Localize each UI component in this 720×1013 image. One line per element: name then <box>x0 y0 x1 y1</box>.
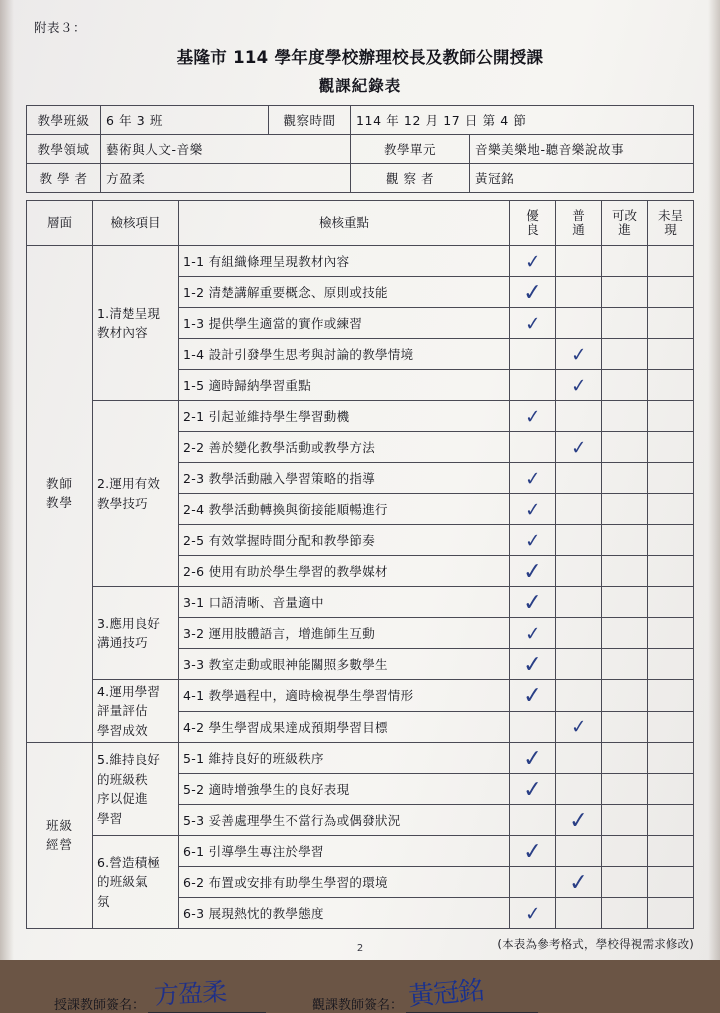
checkpoint-cell: 2-5 有效掌握時間分配和教學節奏 <box>179 525 510 556</box>
rating-cell-excellent[interactable] <box>510 711 556 743</box>
rating-cell-excellent[interactable] <box>510 898 556 929</box>
rating-cell-improve[interactable] <box>602 556 648 587</box>
rating-cell-improve[interactable] <box>602 774 648 805</box>
checkpoint-cell: 5-1 維持良好的班級秩序 <box>179 743 510 774</box>
checkpoint-cell: 2-3 教學活動融入學習策略的指導 <box>179 463 510 494</box>
item-line: 6.營造積極 <box>97 855 161 871</box>
rating-cell-average[interactable] <box>556 711 602 743</box>
item-line: 3.應用良好 <box>97 615 161 631</box>
check-icon: ✓ <box>569 715 588 739</box>
rating-cell-improve[interactable] <box>602 246 648 277</box>
rating-cell-excellent[interactable] <box>510 680 556 712</box>
rating-cell-average[interactable] <box>556 525 602 556</box>
check-icon: ✓ <box>569 373 588 398</box>
rating-cell-improve[interactable] <box>602 308 648 339</box>
col-header-not-shown <box>648 201 694 246</box>
rating-cell-not-shown[interactable] <box>648 339 694 370</box>
rating-cell-improve[interactable] <box>602 494 648 525</box>
rating-cell-excellent[interactable] <box>510 836 556 867</box>
item-line: 的班級秩 <box>97 771 148 787</box>
item-line: 5.維持良好 <box>97 752 161 768</box>
rating-cell-excellent[interactable] <box>510 494 556 525</box>
item-line: 溝通技巧 <box>97 635 148 650</box>
rating-cell-not-shown[interactable] <box>648 308 694 339</box>
rating-cell-not-shown[interactable] <box>648 525 694 556</box>
rating-cell-improve[interactable] <box>602 743 648 774</box>
teacher-value: 方盈柔 <box>101 164 351 193</box>
teacher-label: 教 學 者 <box>27 164 101 193</box>
domain-value: 藝術與人文-音樂 <box>101 135 351 164</box>
rating-cell-not-shown[interactable] <box>648 774 694 805</box>
unit-label: 教學單元 <box>351 135 470 164</box>
rating-cell-improve[interactable] <box>602 432 648 463</box>
rating-cell-improve[interactable] <box>602 836 648 867</box>
checkpoint-cell: 1-5 適時歸納學習重點 <box>179 370 510 401</box>
item-cell <box>93 246 179 401</box>
col-header-aspect: 層面 <box>27 201 93 246</box>
domain-label: 教學領域 <box>27 135 101 164</box>
aspect-cell <box>27 246 93 743</box>
rating-cell-average[interactable] <box>556 774 602 805</box>
check-icon: ✓ <box>569 342 588 367</box>
rating-cell-improve[interactable] <box>602 805 648 836</box>
rating-cell-excellent[interactable] <box>510 743 556 774</box>
col-header-excellent-l2: 良 <box>526 222 539 237</box>
item-cell <box>93 680 179 743</box>
checkpoint-cell: 4-2 學生學習成果達成預期學習目標 <box>179 711 510 743</box>
rating-cell-not-shown[interactable] <box>648 556 694 587</box>
rating-cell-improve[interactable] <box>602 587 648 618</box>
checkpoint-cell: 2-1 引起並維持學生學習動機 <box>179 401 510 432</box>
checkpoint-cell: 1-1 有組織條理呈現教材內容 <box>179 246 510 277</box>
aspect-line: 教學 <box>45 495 73 511</box>
item-line: 學習成效 <box>97 722 148 738</box>
rating-cell-not-shown[interactable] <box>648 463 694 494</box>
rating-cell-improve[interactable] <box>602 867 648 898</box>
page-number: 2 <box>356 943 364 954</box>
col-header-average-l1: 普 <box>572 208 585 224</box>
check-icon: ✓ <box>569 435 588 460</box>
rating-cell-average[interactable] <box>556 277 602 308</box>
rating-cell-average[interactable] <box>556 836 602 867</box>
rating-cell-excellent[interactable] <box>510 649 556 680</box>
rating-cell-improve[interactable] <box>602 463 648 494</box>
rating-cell-not-shown[interactable] <box>648 432 694 463</box>
item-line: 教學技巧 <box>97 495 148 511</box>
check-icon: ✓ <box>521 650 543 679</box>
col-header-improve-l2: 進 <box>618 222 631 237</box>
checkpoint-cell: 3-2 運用肢體語言，增進師生互動 <box>179 618 510 649</box>
rating-cell-not-shown[interactable] <box>648 805 694 836</box>
item-cell <box>93 743 179 836</box>
check-icon: ✓ <box>523 528 542 553</box>
rating-cell-not-shown[interactable] <box>648 277 694 308</box>
rating-cell-average[interactable] <box>556 556 602 587</box>
item-line: 教材內容 <box>97 325 148 340</box>
rating-cell-improve[interactable] <box>602 680 648 712</box>
rating-cell-average[interactable] <box>556 370 602 401</box>
observer-signature-block <box>312 975 538 1013</box>
checklist-table <box>26 200 694 929</box>
page-title: 基隆市 114 學年度學校辦理校長及教師公開授課 <box>176 48 544 67</box>
checkpoint-cell: 6-2 布置或安排有助學生學習的環境 <box>179 867 510 898</box>
rating-cell-excellent[interactable] <box>510 277 556 308</box>
signature-row <box>26 975 694 1013</box>
rating-cell-not-shown[interactable] <box>648 587 694 618</box>
rating-cell-average[interactable] <box>556 618 602 649</box>
table-row <box>27 106 694 135</box>
rating-cell-not-shown[interactable] <box>648 867 694 898</box>
check-icon: ✓ <box>523 311 542 336</box>
item-line: 的班級氣 <box>97 874 148 890</box>
rating-cell-excellent[interactable] <box>510 246 556 277</box>
item-cell <box>93 401 179 587</box>
rating-cell-not-shown[interactable] <box>648 680 694 712</box>
checkpoint-cell: 1-2 清楚講解重要概念、原則或技能 <box>179 277 510 308</box>
col-header-excellent <box>510 201 556 246</box>
rating-cell-excellent[interactable] <box>510 432 556 463</box>
col-header-excellent-l1: 優 <box>526 208 539 224</box>
table-row <box>27 246 694 277</box>
observer-sign-label: 觀課教師簽名： <box>312 998 404 1013</box>
rating-cell-excellent[interactable] <box>510 867 556 898</box>
col-header-point: 檢核重點 <box>179 201 510 246</box>
rating-cell-average[interactable] <box>556 432 602 463</box>
teacher-signature-block <box>54 977 266 1013</box>
rating-cell-excellent[interactable] <box>510 463 556 494</box>
rating-cell-improve[interactable] <box>602 711 648 743</box>
col-header-not-shown-l2: 現 <box>664 222 677 237</box>
rating-cell-not-shown[interactable] <box>648 743 694 774</box>
rating-cell-average[interactable] <box>556 898 602 929</box>
check-icon: ✓ <box>567 806 589 835</box>
rating-cell-excellent[interactable] <box>510 805 556 836</box>
rating-cell-average[interactable] <box>556 680 602 712</box>
check-icon: ✓ <box>521 557 543 586</box>
rating-cell-average[interactable] <box>556 743 602 774</box>
teacher-sign-field[interactable] <box>148 977 266 1013</box>
rating-cell-improve[interactable] <box>602 525 648 556</box>
col-header-improve-l1: 可改 <box>611 208 637 224</box>
check-icon: ✓ <box>521 682 543 710</box>
rating-cell-average[interactable] <box>556 246 602 277</box>
rating-cell-not-shown[interactable] <box>648 618 694 649</box>
rating-cell-not-shown[interactable] <box>648 494 694 525</box>
checkpoint-cell: 3-1 口語清晰、音量適中 <box>179 587 510 618</box>
rating-cell-average[interactable] <box>556 308 602 339</box>
teacher-sign-label: 授課教師簽名： <box>54 998 146 1013</box>
check-icon: ✓ <box>523 902 542 926</box>
rating-cell-excellent[interactable] <box>510 774 556 805</box>
observer-sign-field[interactable] <box>406 975 538 1013</box>
table-row <box>27 743 694 774</box>
observe-time-label: 觀察時間 <box>269 106 351 135</box>
checkpoint-cell: 1-4 設計引發學生思考與討論的教學情境 <box>179 339 510 370</box>
rating-cell-excellent[interactable] <box>510 401 556 432</box>
table-row <box>27 135 694 164</box>
rating-cell-not-shown[interactable] <box>648 401 694 432</box>
attachment-label: 附表３： <box>34 20 87 35</box>
rating-cell-improve[interactable] <box>602 370 648 401</box>
rating-cell-excellent[interactable] <box>510 618 556 649</box>
class-label: 教學班級 <box>27 106 101 135</box>
rating-cell-not-shown[interactable] <box>648 246 694 277</box>
check-icon: ✓ <box>523 404 542 429</box>
checkpoint-cell: 6-3 展現熱忱的教學態度 <box>179 898 510 929</box>
table-row <box>27 680 694 712</box>
rating-cell-average[interactable] <box>556 649 602 680</box>
rating-cell-excellent[interactable] <box>510 370 556 401</box>
rating-cell-not-shown[interactable] <box>648 370 694 401</box>
checkpoint-cell: 5-2 適時增強學生的良好表現 <box>179 774 510 805</box>
check-icon: ✓ <box>523 621 542 646</box>
col-header-average-l2: 通 <box>572 222 585 237</box>
col-header-improve <box>602 201 648 246</box>
checkpoint-cell: 3-3 教室走動或眼神能關照多數學生 <box>179 649 510 680</box>
col-header-average <box>556 201 602 246</box>
rating-cell-average[interactable] <box>556 463 602 494</box>
rating-cell-average[interactable] <box>556 401 602 432</box>
checkpoint-cell: 2-4 教學活動轉換與銜接能順暢進行 <box>179 494 510 525</box>
rating-cell-improve[interactable] <box>602 898 648 929</box>
rating-cell-excellent[interactable] <box>510 308 556 339</box>
rating-cell-improve[interactable] <box>602 277 648 308</box>
rating-cell-excellent[interactable] <box>510 587 556 618</box>
check-icon: ✓ <box>521 588 543 617</box>
class-value: 6 年 3 班 <box>101 106 269 135</box>
observer-sign-value: 黃冠銘 <box>407 975 485 1013</box>
rating-cell-improve[interactable] <box>602 401 648 432</box>
item-line: 4.運用學習 <box>97 684 161 699</box>
rating-cell-improve[interactable] <box>602 649 648 680</box>
item-line: 學習 <box>97 810 123 826</box>
rating-cell-average[interactable] <box>556 339 602 370</box>
table-row <box>27 401 694 432</box>
item-line: 評量評估 <box>97 703 148 719</box>
check-icon: ✓ <box>567 868 589 897</box>
rating-cell-excellent[interactable] <box>510 339 556 370</box>
observer-label: 觀 察 者 <box>351 164 470 193</box>
aspect-line: 班級 <box>45 817 73 833</box>
observer-value: 黃冠銘 <box>469 164 693 193</box>
header-info-table <box>26 105 694 193</box>
item-cell <box>93 836 179 929</box>
table-row <box>27 836 694 867</box>
observe-time-value: 114 年 12 月 17 日 第 4 節 <box>351 106 694 135</box>
check-icon: ✓ <box>521 744 543 773</box>
check-icon: ✓ <box>521 775 543 804</box>
item-line: 2.運用有效 <box>97 476 161 492</box>
unit-value: 音樂美樂地-聽音樂說故事 <box>469 135 693 164</box>
table-row <box>27 587 694 618</box>
rating-cell-average[interactable] <box>556 494 602 525</box>
rating-cell-improve[interactable] <box>602 618 648 649</box>
rating-cell-average[interactable] <box>556 867 602 898</box>
teacher-sign-value: 方盈柔 <box>153 977 227 1010</box>
table-row <box>27 164 694 193</box>
aspect-line: 教師 <box>45 476 73 492</box>
aspect-line: 經營 <box>45 836 73 852</box>
rating-cell-excellent[interactable] <box>510 525 556 556</box>
item-line: 1.清楚呈現 <box>97 305 161 321</box>
checkpoint-cell: 1-3 提供學生適當的實作或練習 <box>179 308 510 339</box>
footer-note: (本表為參考格式，學校得視需求修改) <box>497 937 694 952</box>
checkpoint-cell: 2-2 善於變化教學活動或教學方法 <box>179 432 510 463</box>
rating-cell-not-shown[interactable] <box>648 898 694 929</box>
check-icon: ✓ <box>521 837 543 866</box>
col-header-not-shown-l1: 未呈 <box>657 208 683 224</box>
col-header-item: 檢核項目 <box>93 201 179 246</box>
item-line: 序以促進 <box>97 791 148 807</box>
rating-cell-not-shown[interactable] <box>648 836 694 867</box>
page-subtitle: 觀課紀錄表 <box>318 77 402 95</box>
rating-cell-average[interactable] <box>556 805 602 836</box>
aspect-cell <box>27 743 93 929</box>
rating-cell-not-shown[interactable] <box>648 649 694 680</box>
check-icon: ✓ <box>523 466 542 491</box>
rating-cell-average[interactable] <box>556 587 602 618</box>
item-cell <box>93 587 179 680</box>
rating-cell-excellent[interactable] <box>510 556 556 587</box>
rating-cell-improve[interactable] <box>602 339 648 370</box>
checkpoint-cell: 2-6 使用有助於學生學習的教學媒材 <box>179 556 510 587</box>
checkpoint-cell: 5-3 妥善處理學生不當行為或偶發狀況 <box>179 805 510 836</box>
check-icon: ✓ <box>523 497 542 522</box>
table-header-row <box>27 201 694 246</box>
checkpoint-cell: 6-1 引導學生專注於學習 <box>179 836 510 867</box>
item-line: 氛 <box>97 893 110 909</box>
check-icon: ✓ <box>521 278 543 307</box>
checkpoint-cell: 4-1 教學過程中，適時檢視學生學習情形 <box>179 680 510 712</box>
check-icon: ✓ <box>523 249 542 274</box>
rating-cell-not-shown[interactable] <box>648 711 694 743</box>
